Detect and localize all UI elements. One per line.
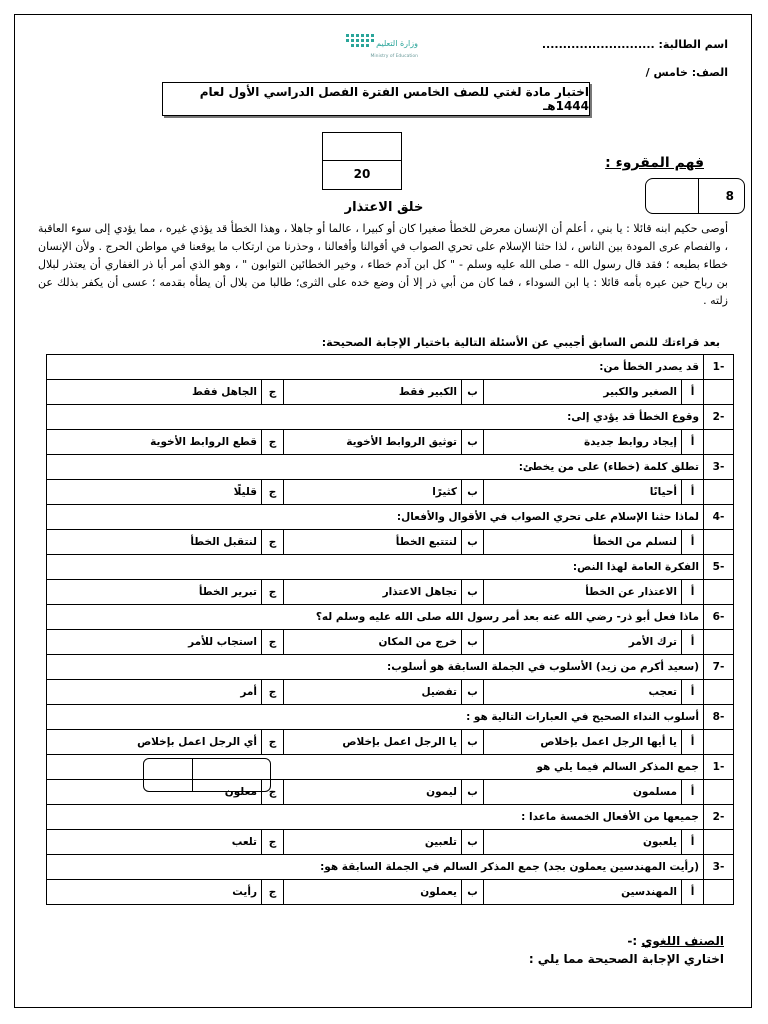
option-b[interactable]: تلعبين	[284, 830, 462, 855]
option-a[interactable]: يلعبون	[484, 830, 682, 855]
answer-row	[47, 580, 734, 605]
option-b-letter: ب	[462, 480, 484, 505]
option-b-letter: ب	[462, 530, 484, 555]
question-text: ماذا فعل أبو ذر- رضي الله عنه بعد أمر رسول الله صلى الله عليه وسلم له؟	[47, 605, 704, 630]
question-text: وقوع الخطأ قد يؤدي إلى:	[47, 405, 704, 430]
option-a-letter: أ	[682, 530, 704, 555]
language-section-title	[627, 934, 724, 948]
choose-note: اختاري الإجابة الصحيحة مما يلي :	[528, 952, 724, 966]
question-number: -3	[704, 855, 734, 880]
question-row	[47, 855, 734, 880]
option-c-letter: ج	[262, 580, 284, 605]
question-number: -7	[704, 655, 734, 680]
option-b[interactable]: ليمون	[284, 780, 462, 805]
answer-row	[47, 430, 734, 455]
option-c-letter: ج	[262, 480, 284, 505]
language-section-suffix: :-	[627, 934, 638, 948]
exam-title-text: اختبار مادة لغتي للصف الخامس الفترة الفصل الدراسي الأول لعام 1444هـ	[199, 85, 589, 113]
question-number: -1	[704, 355, 734, 380]
option-a-letter: أ	[682, 630, 704, 655]
option-b[interactable]: توثيق الروابط الأخوية	[284, 430, 462, 455]
option-a[interactable]: المهندسين	[484, 880, 682, 905]
overlay-answer-box	[143, 758, 271, 792]
option-c-letter: ج	[262, 530, 284, 555]
answer-row	[47, 530, 734, 555]
option-c[interactable]: أي الرجل اعمل بإخلاص	[47, 730, 262, 755]
question-text: جميعها من الأفعال الخمسة ماعدا :	[47, 805, 704, 830]
total-score-box	[322, 132, 402, 190]
option-a[interactable]: أحيانًا	[484, 480, 682, 505]
option-a-letter: أ	[682, 380, 704, 405]
question-row	[47, 805, 734, 830]
option-c-letter: ج	[262, 630, 284, 655]
option-b[interactable]: خرج من المكان	[284, 630, 462, 655]
question-text: الفكرة العامة لهذا النص:	[47, 555, 704, 580]
passage-title: خلق الاعتذار	[344, 200, 424, 215]
option-c[interactable]: تلعب	[47, 830, 262, 855]
answer-row	[47, 680, 734, 705]
option-c-letter: ج	[262, 780, 284, 805]
option-b-letter: ب	[462, 630, 484, 655]
option-b[interactable]: يا الرجل اعمل بإخلاص	[284, 730, 462, 755]
option-b-letter: ب	[462, 380, 484, 405]
ministry-logo	[340, 30, 420, 64]
option-a[interactable]: الصغير والكبير	[484, 380, 682, 405]
option-a-letter: أ	[682, 580, 704, 605]
question-row	[47, 355, 734, 380]
option-a[interactable]: ترك الأمر	[484, 630, 682, 655]
option-b-letter: ب	[462, 730, 484, 755]
question-number: -5	[704, 555, 734, 580]
option-c-letter: ج	[262, 880, 284, 905]
option-a-letter: أ	[682, 830, 704, 855]
option-b-letter: ب	[462, 880, 484, 905]
class-label: الصف: خامس /	[645, 66, 728, 79]
question-row	[47, 505, 734, 530]
language-section-label: الصنف اللغوي	[641, 934, 724, 948]
option-a[interactable]: تعجب	[484, 680, 682, 705]
question-number: -2	[704, 805, 734, 830]
option-c[interactable]: استجاب للأمر	[47, 630, 262, 655]
option-b-letter: ب	[462, 430, 484, 455]
question-row	[47, 705, 734, 730]
answer-row	[47, 730, 734, 755]
question-text: قد يصدر الخطأ من:	[47, 355, 704, 380]
option-a-letter: أ	[682, 880, 704, 905]
option-c[interactable]: لنتقبل الخطأ	[47, 530, 262, 555]
option-b[interactable]: تجاهل الاعتذار	[284, 580, 462, 605]
question-number: -1	[704, 755, 734, 780]
option-b-letter: ب	[462, 680, 484, 705]
option-b-letter: ب	[462, 780, 484, 805]
option-b[interactable]: لنتتبع الخطأ	[284, 530, 462, 555]
question-number: -6	[704, 605, 734, 630]
option-a-letter: أ	[682, 780, 704, 805]
question-number: -4	[704, 505, 734, 530]
option-b-letter: ب	[462, 830, 484, 855]
question-row	[47, 455, 734, 480]
option-b[interactable]: يعملون	[284, 880, 462, 905]
option-c[interactable]: رأيت	[47, 880, 262, 905]
question-text: (رأيت المهندسين يعملون بجد) جمع المذكر السالم في الجملة السابقة هو:	[47, 855, 704, 880]
option-b[interactable]: تفضيل	[284, 680, 462, 705]
option-b[interactable]: كثيرًا	[284, 480, 462, 505]
option-c-letter: ج	[262, 680, 284, 705]
option-a[interactable]: الاعتذار عن الخطأ	[484, 580, 682, 605]
question-text: أسلوب النداء الصحيح في العبارات التالية هو :	[47, 705, 704, 730]
question-text: جمع المذكر السالم فيما يلي هو	[47, 755, 704, 780]
question-row	[47, 605, 734, 630]
option-a[interactable]: مسلمون	[484, 780, 682, 805]
answer-row	[47, 630, 734, 655]
option-c[interactable]: أمر	[47, 680, 262, 705]
option-c[interactable]: تبرير الخطأ	[47, 580, 262, 605]
option-c-letter: ج	[262, 830, 284, 855]
question-row	[47, 555, 734, 580]
option-b-letter: ب	[462, 580, 484, 605]
reading-passage: أوصى حكيم ابنه قائلا : يا بني ، أعلم أن الإنسان معرض للخطأ صغيرا كان أو كبيرا ، عالما أو جاهلا ، وهذا الخطأ قد يؤذي غيره ، مما يؤدي إلى سوء العاقبة ، والفصام عرى المودة بين الناس ، لذا حثنا الإسلام على تحري الصواب في أقوالنا وأفعالنا ، وحذرنا من ارتكاب ما يوقعنا في مواطن الحرج . ولأن الإنسان خطاء بطبعه ؛ فقد قال رسول الله - صلى الله عليه وسلم - " كل ابن آدم خطاء ، وخير الخطائين التوابون " ، وهو الذي أمر أبا ذر الغفاري أن يعتذر لبلال بن رباح حين عيره بأمه قائلا : يا ابن السوداء ، فما كان من أبي ذر إلا أن وضع خده على الثرى؛ طالبا من بلال أن يطأه بقدمه ؛ عسى أن يكفر بذلك عن زلته .	[38, 222, 728, 307]
student-name-label: اسم الطالبة: ...........................	[541, 38, 728, 51]
option-a-letter: أ	[682, 680, 704, 705]
option-a[interactable]: يا أيها الرجل اعمل بإخلاص	[484, 730, 682, 755]
question-number: -8	[704, 705, 734, 730]
option-a-letter: أ	[682, 480, 704, 505]
option-a[interactable]: لنسلم من الخطأ	[484, 530, 682, 555]
questions-table	[46, 354, 734, 905]
answer-row	[47, 480, 734, 505]
answer-row	[47, 880, 734, 905]
question-row	[47, 405, 734, 430]
option-c[interactable]: معلون	[47, 780, 262, 805]
logo-subtext: Ministry of Education	[370, 54, 418, 59]
option-c[interactable]: الجاهل فقط	[47, 380, 262, 405]
question-number: -2	[704, 405, 734, 430]
option-c-letter: ج	[262, 380, 284, 405]
option-a-letter: أ	[682, 730, 704, 755]
question-text: تطلق كلمة (خطاء) على من يخطئ:	[47, 455, 704, 480]
total-score: 20	[353, 167, 371, 181]
option-a[interactable]: إيجاد روابط جديدة	[484, 430, 682, 455]
answer-row	[47, 830, 734, 855]
question-text: (سعيد أكرم من زيد) الأسلوب في الجملة السابقة هو أسلوب:	[47, 655, 704, 680]
option-c[interactable]: قليلًا	[47, 480, 262, 505]
answer-row	[47, 380, 734, 405]
questions-instructions: بعد قراءتك للنص السابق أجيبي عن الأسئلة التالية باختيار الإجابة الصحيحة:	[321, 336, 720, 349]
question-row	[47, 655, 734, 680]
option-a-letter: أ	[682, 430, 704, 455]
question-text: لماذا حثنا الإسلام على تحري الصواب في الأقوال والأفعال:	[47, 505, 704, 530]
option-b[interactable]: الكبير فقط	[284, 380, 462, 405]
option-c[interactable]: قطع الروابط الأخوية	[47, 430, 262, 455]
exam-title	[162, 82, 590, 116]
logo-text: وزارة التعليم	[376, 39, 418, 48]
reading-score: 8	[725, 189, 734, 203]
option-c-letter: ج	[262, 430, 284, 455]
option-c-letter: ج	[262, 730, 284, 755]
question-number: -3	[704, 455, 734, 480]
reading-section-title: فهم المقروء :	[605, 155, 704, 171]
